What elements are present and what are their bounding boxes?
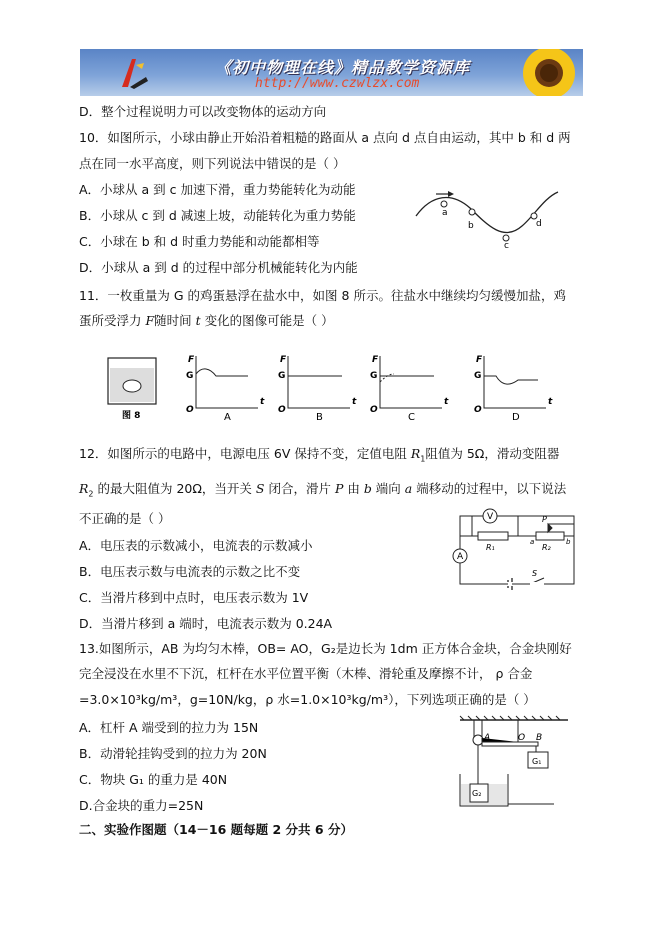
svg-text:G₂: G₂: [472, 789, 482, 798]
point-d-label: d: [536, 219, 542, 229]
svg-text:S: S: [532, 569, 538, 578]
graph-d-label: D: [512, 412, 520, 423]
svg-text:O: O: [186, 405, 194, 415]
svg-text:B: B: [536, 733, 543, 743]
svg-text:O: O: [278, 405, 286, 415]
site-logo-icon: [114, 53, 154, 93]
svg-text:O: O: [370, 405, 378, 415]
q12-option-a: A．电压表的示数减小，电流表的示数减小: [79, 538, 313, 553]
q10-option-a: A．小球从 a 到 c 加速下滑，重力势能转化为动能: [79, 182, 356, 197]
q12-stem-3: 不正确的是（ ）: [79, 511, 171, 526]
beaker-figure: [108, 358, 156, 421]
graph-c: [370, 355, 449, 423]
banner-title: 《初中物理在线》精品教学资源库: [215, 58, 471, 77]
banner-url[interactable]: http://www.czwlzx.com: [255, 76, 420, 91]
svg-text:G: G: [474, 371, 482, 381]
q13-option-b: B．动滑轮挂钩受到的拉力为 20N: [79, 746, 267, 761]
svg-text:b: b: [566, 538, 571, 546]
graph-c-label: C: [408, 412, 415, 423]
point-b-label: b: [468, 221, 474, 231]
road-wave-figure: [412, 186, 562, 248]
svg-text:R₂: R₂: [542, 543, 551, 552]
q13-stem-3: =3.0×10³kg/m³，g=10N/kg，ρ 水=1.0×10³kg/m³），下列选项正确的是（ ）: [79, 692, 536, 707]
point-c-label: c: [504, 241, 509, 248]
q12-option-b: B．电压表示数与电流表的示数之比不变: [79, 564, 301, 579]
graph-a-label: A: [224, 412, 231, 423]
svg-text:F: F: [476, 355, 483, 365]
svg-text:P: P: [542, 515, 547, 524]
svg-text:G₁: G₁: [532, 757, 542, 766]
svg-text:R₁: R₁: [486, 543, 495, 552]
svg-text:O: O: [474, 405, 482, 415]
circuit-figure: [452, 504, 582, 590]
graph-b-label: B: [316, 412, 323, 423]
svg-text:G: G: [186, 371, 194, 381]
ammeter-label: A: [457, 552, 464, 562]
lever-pulley-figure: [456, 714, 572, 814]
svg-text:t: t: [548, 397, 553, 407]
q10-option-b: B．小球从 c 到 d 减速上坡，动能转化为重力势能: [79, 208, 356, 223]
graph-a: [186, 355, 265, 423]
q10-stem-2: 点在同一水平高度，则下列说法中错误的是（ ）: [79, 156, 346, 171]
point-a-label: a: [442, 208, 448, 218]
q11-stem-1: 11．一枚重量为 G 的鸡蛋悬浮在盐水中，如图 8 所示。往盐水中继续均匀缓慢加盐，鸡: [79, 288, 566, 303]
svg-text:t: t: [260, 397, 265, 407]
svg-text:F: F: [188, 355, 195, 365]
svg-text:F: F: [280, 355, 287, 365]
q13-stem-1: 13.如图所示，AB 为均匀木棒，OB= AO，G₂是边长为 1dm 正方体合金块，合金块刚好: [79, 641, 572, 656]
q13-option-a: A．杠杆 A 端受到的拉力为 15N: [79, 720, 259, 735]
q10-option-c: C．小球在 b 和 d 时重力势能和动能都相等: [79, 234, 320, 249]
svg-text:F: F: [372, 355, 379, 365]
graph-d: [468, 352, 558, 424]
q13-stem-2: 完全浸没在水里不下沉，杠杆在水平位置平衡（木棒、滑轮重及摩擦不计， ρ 合金: [79, 666, 533, 681]
q12-stem-2: $R_2$ 的最大阻值为 20Ω，当开关 S 闭合，滑片 P 由 b 端向 a 端移动的过程中，以下说法: [79, 481, 567, 499]
q13-option-d: D.合金块的重力=25N: [79, 798, 204, 813]
q13-option-c: C．物块 G₁ 的重力是 40N: [79, 772, 228, 787]
q10-option-d: D．小球从 a 到 d 的过程中部分机械能转化为内能: [79, 260, 358, 275]
q11-stem-2: 蛋所受浮力 F随时间 t 变化的图像可能是（ ）: [79, 313, 334, 328]
graph-b: [278, 355, 357, 423]
q12-option-c: C．当滑片移到中点时，电压表示数为 1V: [79, 590, 309, 605]
svg-text:t: t: [352, 397, 357, 407]
voltmeter-label: V: [487, 512, 494, 522]
svg-text:A: A: [484, 733, 491, 743]
q12-option-d: D．当滑片移到 a 端时，电流表示数为 0.24A: [79, 616, 333, 631]
svg-text:O: O: [518, 733, 526, 743]
svg-text:a: a: [530, 538, 535, 546]
svg-text:G: G: [278, 371, 286, 381]
buoyancy-graphs-figure: [100, 352, 460, 424]
header-banner: [80, 49, 583, 96]
svg-text:G: G: [370, 371, 378, 381]
q12-stem-1: 12．如图所示的电路中，电源电压 6V 保持不变，定值电阻 $R_1$阻值为 5Ω，滑动变阻器: [79, 446, 560, 464]
section-2-heading: 二、实验作图题（14－16 题每题 2 分共 6 分）: [79, 822, 353, 837]
q10-stem-1: 10．如图所示，小球由静止开始沿着粗糙的路面从 a 点向 d 点自由运动，其中 b 和 d 两: [79, 130, 571, 145]
sunflower-icon: [511, 49, 581, 96]
option-d-prev: D．整个过程说明力可以改变物体的运动方向: [79, 104, 327, 119]
svg-text:t: t: [444, 397, 449, 407]
figure-8-caption: 图 8: [122, 411, 141, 421]
